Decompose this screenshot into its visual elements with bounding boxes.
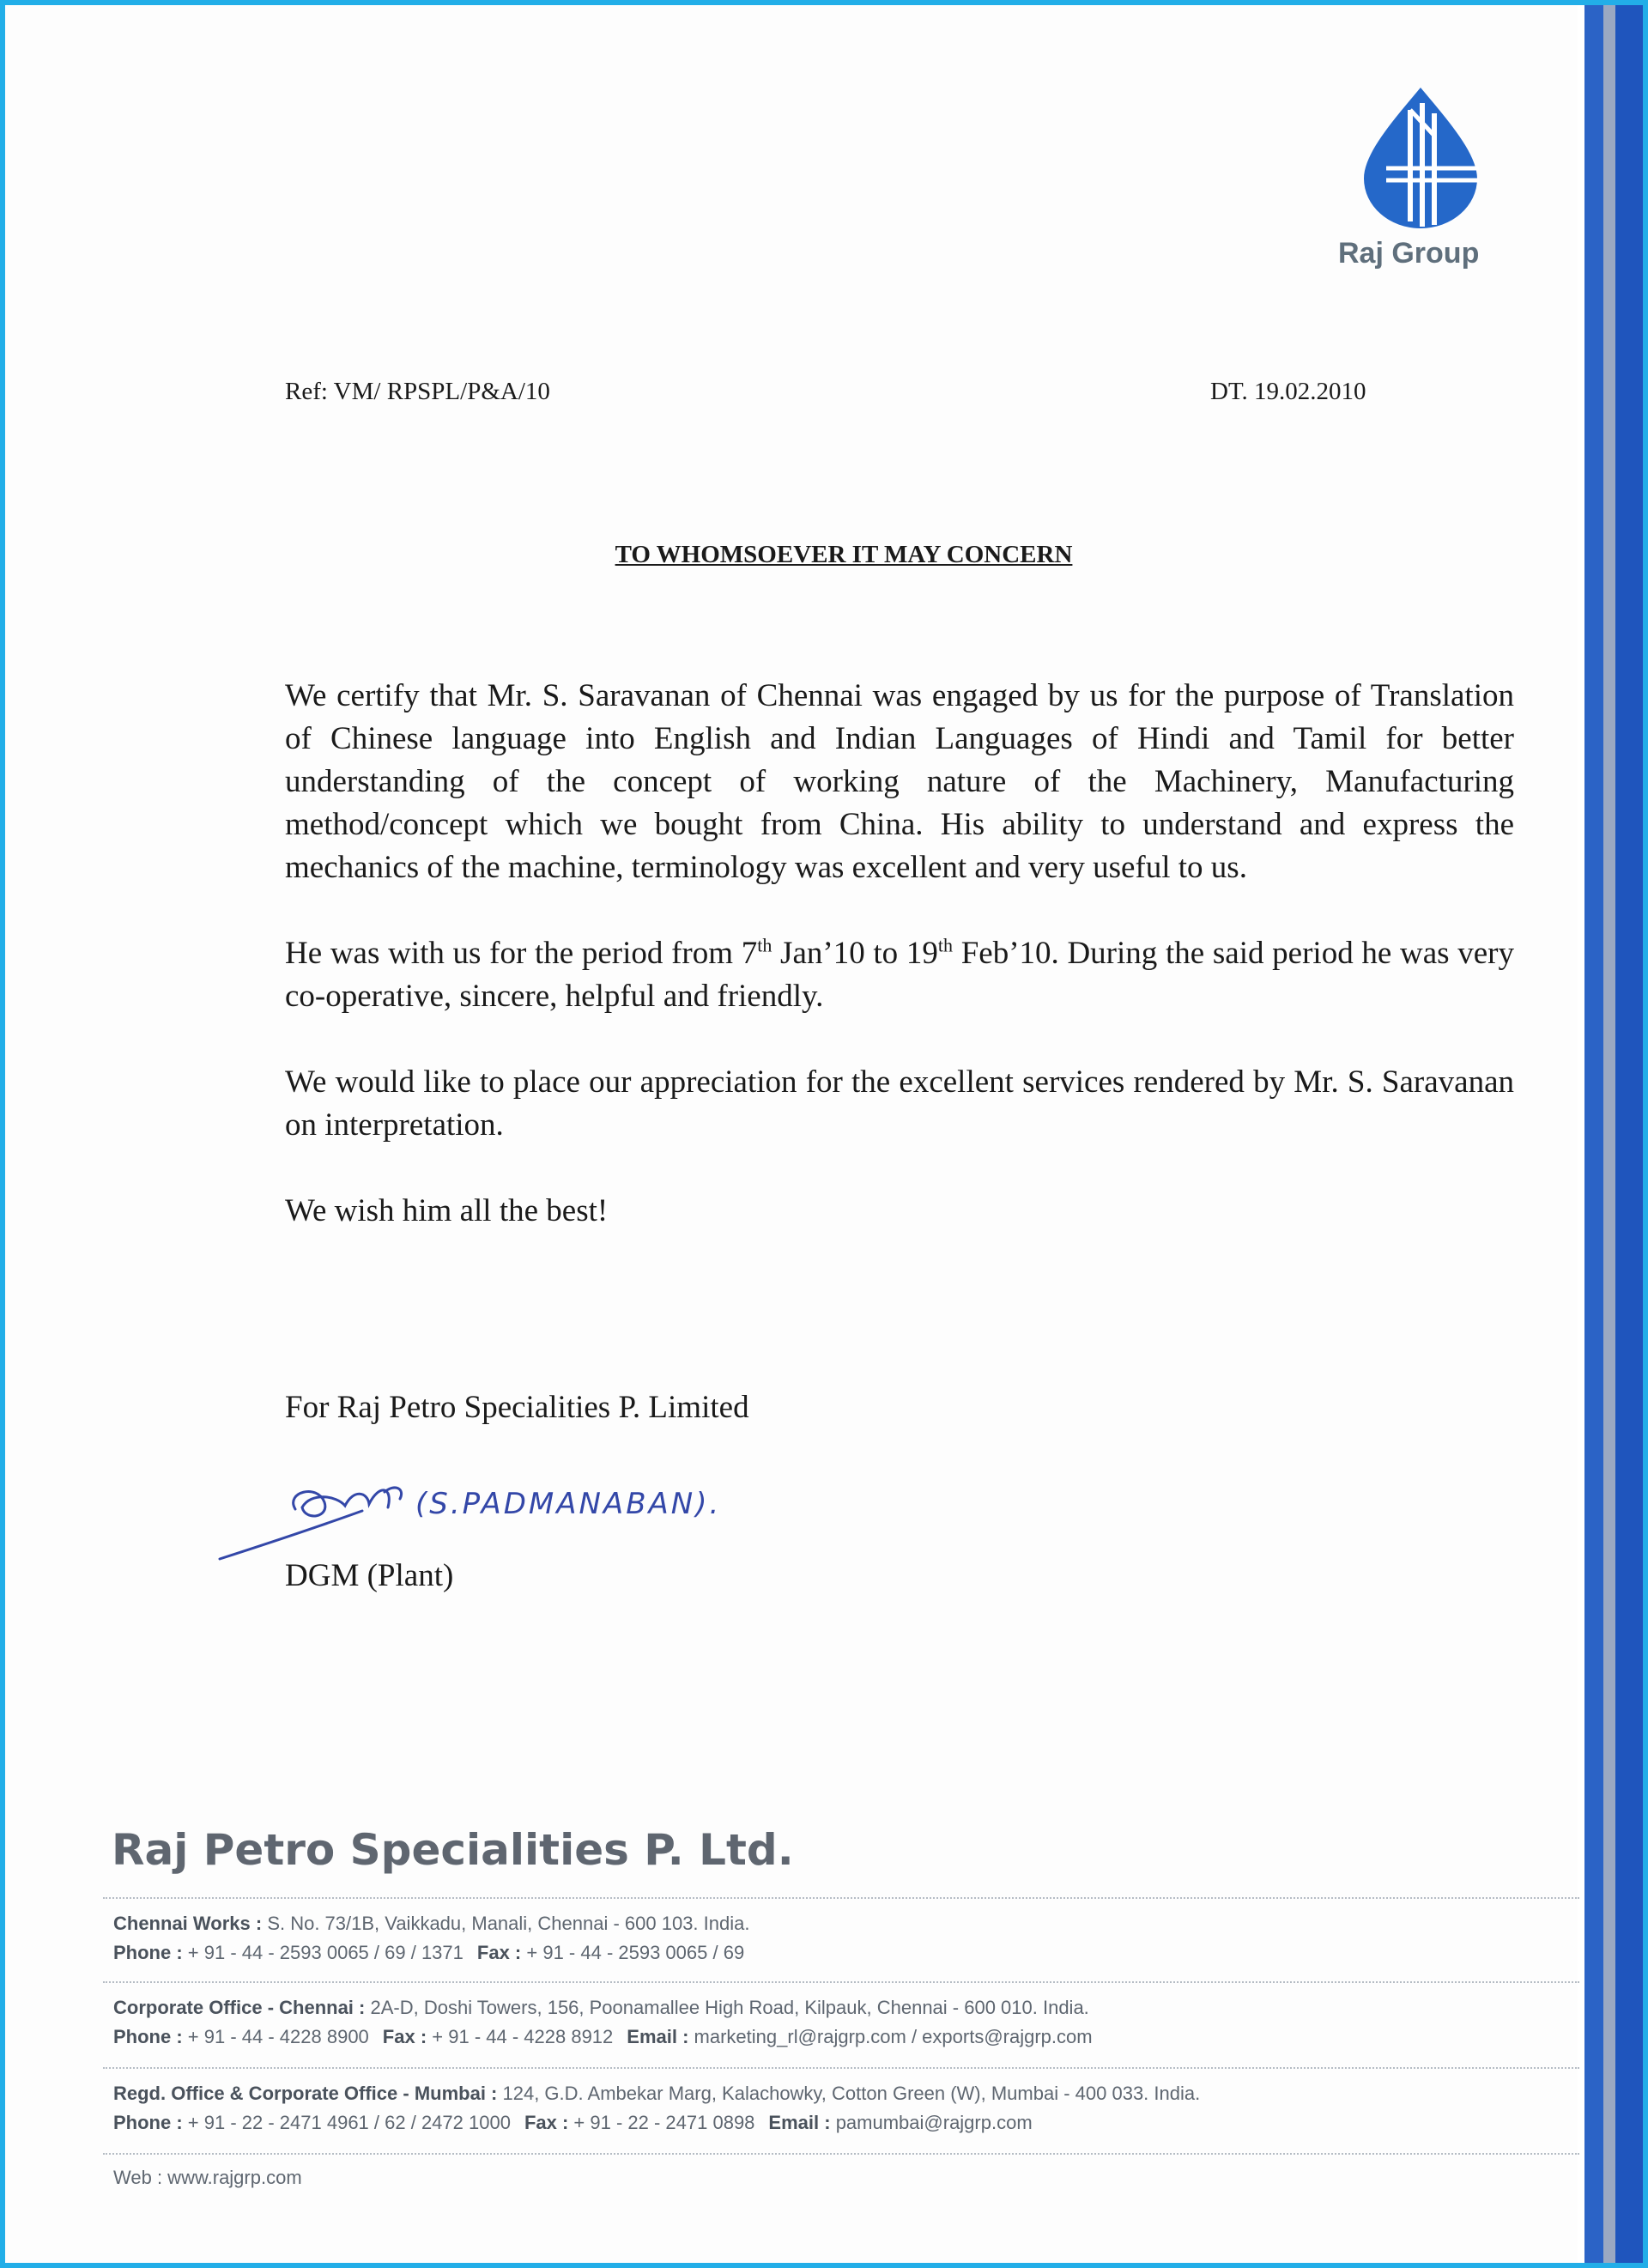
- footer-divider: [103, 2067, 1579, 2069]
- footer-web: Web : www.rajgrp.com: [113, 2167, 302, 2188]
- footer-chennai-works: Chennai Works : S. No. 73/1B, Vaikkadu, Manali, Chennai - 600 103. India. Phone : + 91 - 44 - 2593 0065 / 69 / 1371 Fax : + 91 - 44 - 2593 0065 / 69: [113, 1913, 750, 1963]
- body-paragraph: We would like to place our appreciation for the excellent services rendered by Mr. S. Saravanan on interpretation.: [285, 1064, 1514, 1143]
- page-edge-stripes: [1578, 5, 1643, 2263]
- footer-divider: [103, 1897, 1579, 1899]
- drop-logo-icon: [1360, 84, 1481, 230]
- reference-number: Ref: VM/ RPSPL/P&A/10: [285, 378, 550, 405]
- footer-corporate-office: Corporate Office - Chennai : 2A-D, Doshi Towers, 156, Poonamallee High Road, Kilpauk, Chennai - 600 010. India. Phone : + 91 - 44 - 4228 8900 Fax : + 91 - 44 - 4228 8912 Email : marketing_rl@rajgrp.com / exports@rajgrp.com: [113, 1997, 1093, 2047]
- letter-body: [285, 675, 1514, 1276]
- body-paragraph: We wish him all the best!: [285, 1193, 609, 1228]
- letter-subject: TO WHOMSOEVER IT MAY CONCERN: [615, 541, 1073, 568]
- handwritten-signature-icon: [216, 1458, 422, 1569]
- footer-divider: [103, 1981, 1579, 1983]
- body-paragraph: We certify that Mr. S. Saravanan of Chennai was engaged by us for the purpose of Translation of Chinese language into English and Indian Languages of Hindi and Tamil for better understanding of the concept of working nature of the Machinery, Manufacturing method/concept which we bought from China. His ability to understand and express the mechanics of the machine, terminology was excellent and very useful to us.: [285, 678, 1514, 885]
- company-name: Raj Petro Specialities P. Ltd.: [112, 1825, 794, 1875]
- closing-line: For Raj Petro Specialities P. Limited: [285, 1390, 749, 1425]
- footer-regd-office: Regd. Office & Corporate Office - Mumbai : 124, G.D. Ambekar Marg, Kalachowky, Cotton Green (W), Mumbai - 400 033. India. Phone : + 91 - 22 - 2471 4961 / 62 / 2472 1000 Fax : + 91 - 22 - 2471 0898 Email : pamumbai@rajgrp.com: [113, 2083, 1201, 2133]
- logo-brand-text: Raj Group: [1338, 237, 1480, 270]
- signatory-role: DGM (Plant): [285, 1558, 454, 1593]
- footer-divider: [103, 2153, 1579, 2155]
- letter-date: DT. 19.02.2010: [1210, 378, 1366, 405]
- body-paragraph: He was with us for the period from 7th Jan’10 to 19th Feb’10. During the said period he was very co-operative, sincere, helpful and friendly.: [285, 934, 1514, 1014]
- raj-group-logo: [1331, 84, 1503, 270]
- handwritten-name: (S.PADMANABAN).: [415, 1487, 722, 1521]
